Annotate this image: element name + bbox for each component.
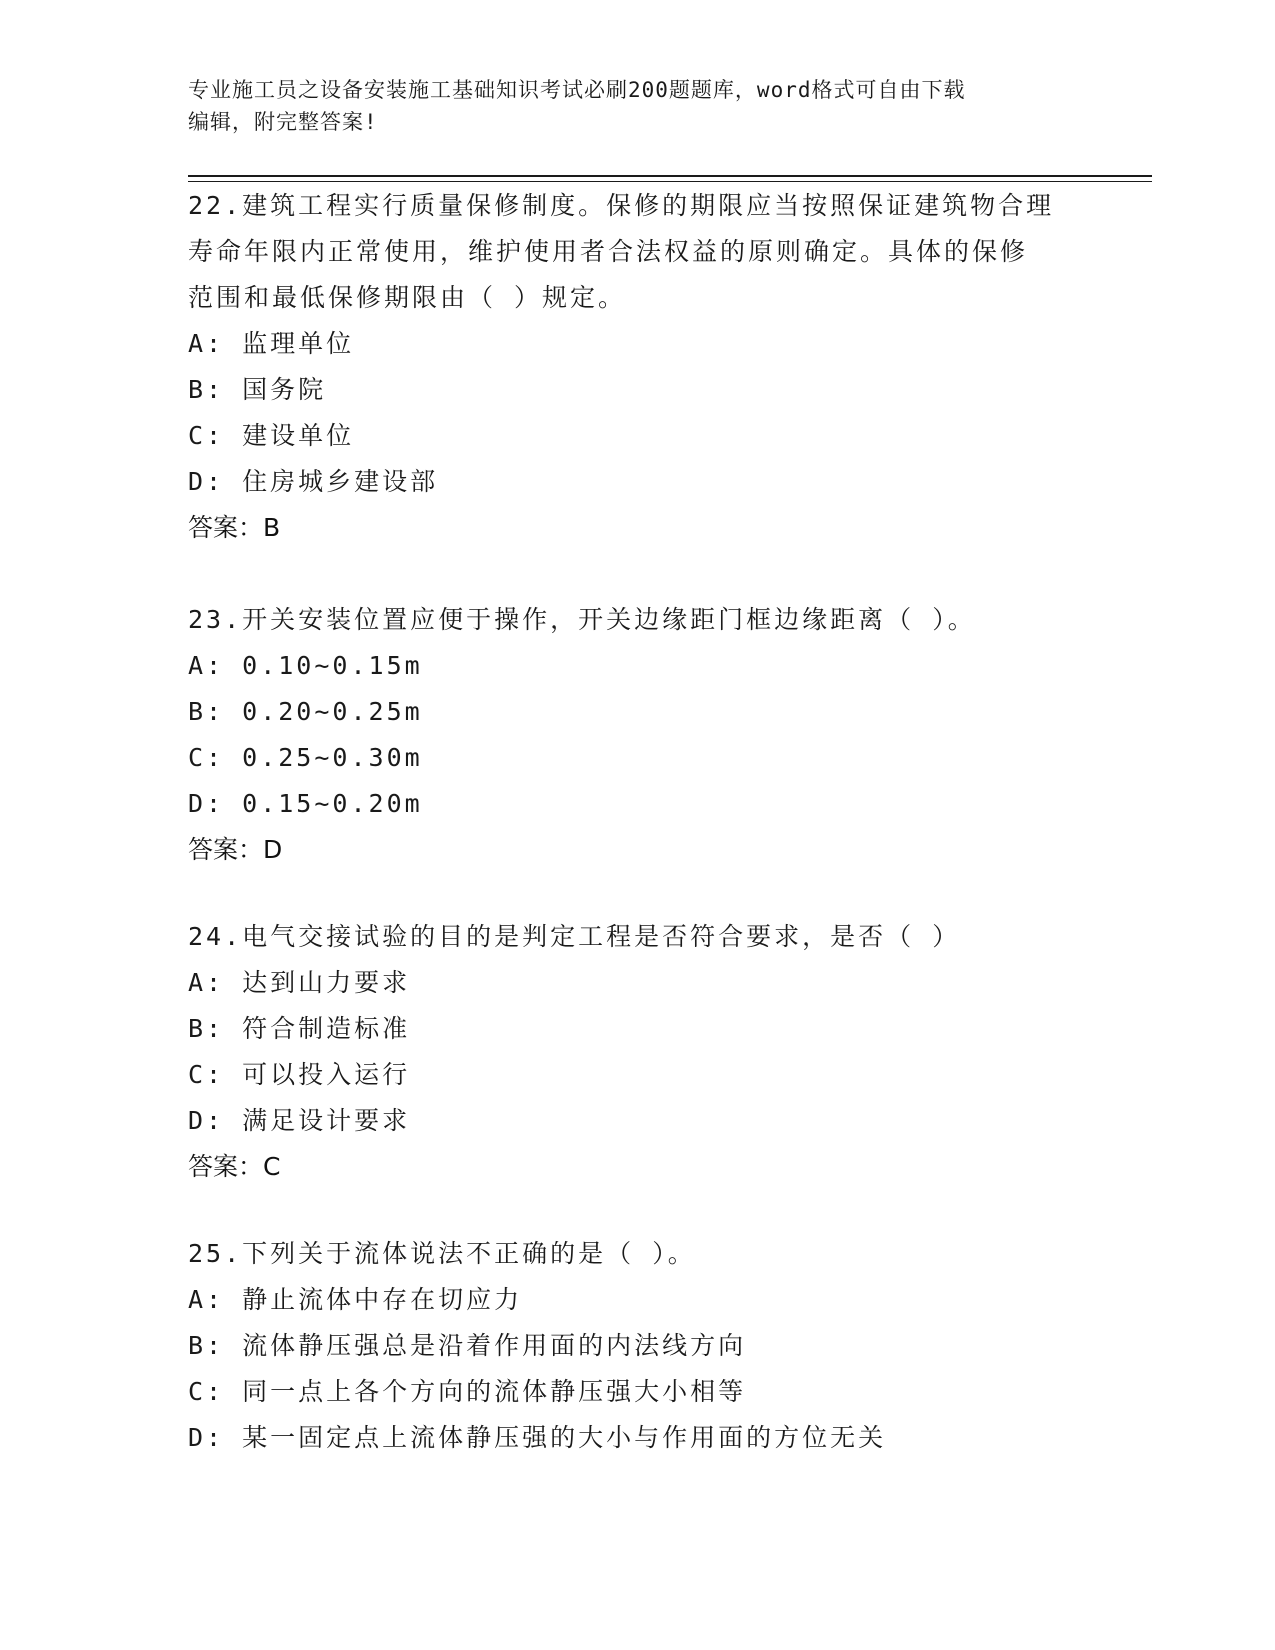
option-c: C: 同一点上各个方向的流体静压强大小相等 — [188, 1377, 747, 1406]
option-c: C: 建设单位 — [188, 421, 355, 450]
question-24 — [188, 914, 1088, 1190]
question-stem-line: 24.电气交接试验的目的是判定工程是否符合要求，是否（ ） — [188, 922, 961, 951]
option-d: D: 满足设计要求 — [188, 1106, 411, 1135]
option-a: A: 0.10~0.15m — [188, 651, 423, 680]
header-divider-thick — [188, 175, 1152, 177]
answer-label: 答案：B — [188, 513, 281, 542]
option-a: A: 静止流体中存在切应力 — [188, 1285, 523, 1314]
question-23 — [188, 597, 1088, 873]
header-line-2: 编辑，附完整答案! — [188, 110, 378, 134]
document-header — [188, 74, 1068, 138]
question-stem-line: 25.下列关于流体说法不正确的是（ ）。 — [188, 1239, 696, 1268]
answer-label: 答案：D — [188, 835, 283, 864]
question-stem-line: 23.开关安装位置应便于操作，开关边缘距门框边缘距离（ ）。 — [188, 605, 976, 634]
option-c: C: 0.25~0.30m — [188, 743, 423, 772]
question-stem-line: 范围和最低保修期限由（ ）规定。 — [188, 283, 627, 312]
option-b: B: 符合制造标准 — [188, 1014, 411, 1043]
option-b: B: 流体静压强总是沿着作用面的内法线方向 — [188, 1331, 747, 1360]
question-22 — [188, 183, 1088, 551]
option-d: D: 某一固定点上流体静压强的大小与作用面的方位无关 — [188, 1423, 887, 1452]
option-b: B: 国务院 — [188, 375, 327, 404]
option-b: B: 0.20~0.25m — [188, 697, 423, 726]
header-divider-thin — [188, 181, 1152, 182]
question-25 — [188, 1231, 1088, 1461]
answer-label: 答案：C — [188, 1152, 281, 1181]
header-line-1: 专业施工员之设备安装施工基础知识考试必刷200题题库，word格式可自由下载 — [188, 78, 966, 102]
option-a: A: 达到山力要求 — [188, 968, 411, 997]
option-d: D: 0.15~0.20m — [188, 789, 423, 818]
option-d: D: 住房城乡建设部 — [188, 467, 439, 496]
question-stem-line: 寿命年限内正常使用，维护使用者合法权益的原则确定。具体的保修 — [188, 237, 1029, 266]
option-c: C: 可以投入运行 — [188, 1060, 411, 1089]
option-a: A: 监理单位 — [188, 329, 355, 358]
question-stem-line: 22.建筑工程实行质量保修制度。保修的期限应当按照保证建筑物合理 — [188, 191, 1055, 220]
